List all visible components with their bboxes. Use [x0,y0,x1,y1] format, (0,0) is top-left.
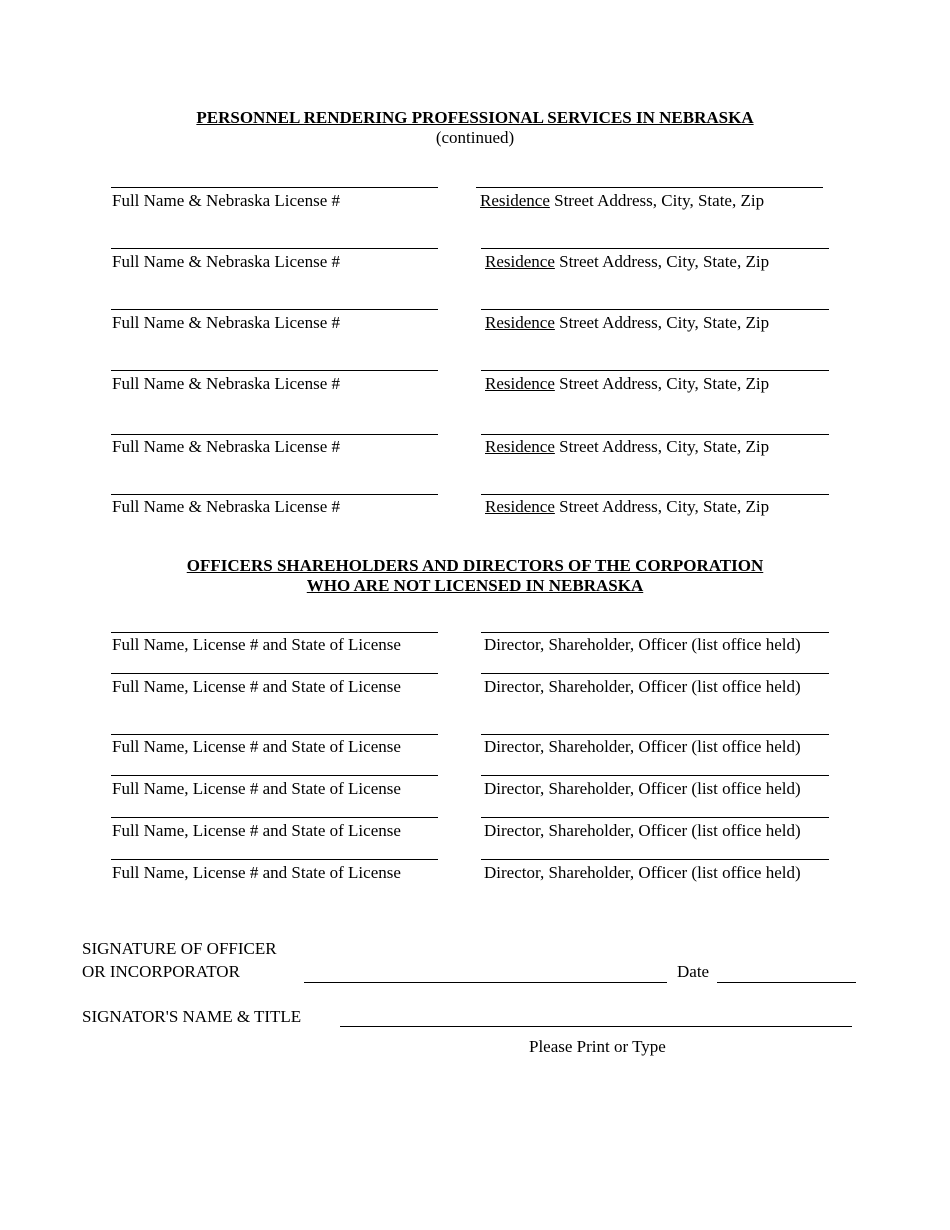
name-license-line[interactable] [111,309,438,310]
office-held-label: Director, Shareholder, Officer (list office held) [484,677,801,696]
address-rest: Street Address, City, State, Zip [554,497,770,516]
office-held-label: Director, Shareholder, Officer (list office held) [484,737,801,756]
name-license-state-label: Full Name, License # and State of License [112,737,401,756]
office-held-line[interactable] [481,673,829,674]
name-license-state-label: Full Name, License # and State of License [112,677,401,696]
residence-address-label [485,437,769,457]
office-held-label: Director, Shareholder, Officer (list office held) [484,863,801,882]
name-license-label: Full Name & Nebraska License # [112,252,341,271]
signature-officer-label-line1: SIGNATURE OF OFFICER [82,939,277,958]
residence-address-line[interactable] [476,187,823,188]
name-license-line[interactable] [111,248,438,249]
residence-address-line[interactable] [481,370,829,371]
residence-word: Residence [480,191,550,210]
name-license-state-label: Full Name, License # and State of License [112,863,401,882]
name-license-state-line[interactable] [111,817,438,818]
residence-address-label [480,191,764,211]
name-license-line[interactable] [111,187,438,188]
name-license-line[interactable] [111,494,438,495]
section2-title-line2: WHO ARE NOT LICENSED IN NEBRASKA [306,576,644,595]
name-license-label: Full Name & Nebraska License # [112,497,341,516]
name-license-label: Full Name & Nebraska License # [112,313,341,332]
residence-word: Residence [485,252,555,271]
residence-word: Residence [485,313,555,332]
name-license-state-line[interactable] [111,673,438,674]
office-held-line[interactable] [481,632,829,633]
signator-name-title-line[interactable] [340,1026,852,1027]
name-license-line[interactable] [111,434,438,435]
residence-word: Residence [485,437,555,456]
residence-address-label [485,374,769,394]
name-license-label: Full Name & Nebraska License # [112,374,341,393]
office-held-label: Director, Shareholder, Officer (list office held) [484,635,801,654]
signator-name-title-label: SIGNATOR'S NAME & TITLE [82,1007,302,1026]
name-license-state-line[interactable] [111,859,438,860]
residence-address-line[interactable] [481,494,829,495]
address-rest: Street Address, City, State, Zip [554,313,770,332]
signature-line[interactable] [304,982,667,983]
residence-address-label [485,252,769,272]
address-rest: Street Address, City, State, Zip [554,374,770,393]
office-held-label: Director, Shareholder, Officer (list office held) [484,779,801,798]
office-held-label: Director, Shareholder, Officer (list office held) [484,821,801,840]
address-rest: Street Address, City, State, Zip [549,191,765,210]
residence-word: Residence [485,497,555,516]
date-label: Date [677,962,710,981]
name-license-label: Full Name & Nebraska License # [112,191,341,210]
section1-subtitle: (continued) [435,128,515,147]
name-license-state-label: Full Name, License # and State of License [112,635,401,654]
office-held-line[interactable] [481,734,829,735]
residence-word: Residence [485,374,555,393]
print-note: Please Print or Type [529,1037,666,1056]
signature-officer-label-line2: OR INCORPORATOR [82,962,240,981]
name-license-state-label: Full Name, License # and State of License [112,821,401,840]
address-rest: Street Address, City, State, Zip [554,437,770,456]
residence-address-label [485,313,769,333]
residence-address-line[interactable] [481,434,829,435]
section1-title: PERSONNEL RENDERING PROFESSIONAL SERVICES IN NEBRASKA [196,108,754,127]
name-license-state-line[interactable] [111,734,438,735]
office-held-line[interactable] [481,859,829,860]
section2-title-line1: OFFICERS SHAREHOLDERS AND DIRECTORS OF THE CORPORATION [186,556,764,575]
residence-address-line[interactable] [481,248,829,249]
name-license-line[interactable] [111,370,438,371]
address-rest: Street Address, City, State, Zip [554,252,770,271]
residence-address-line[interactable] [481,309,829,310]
office-held-line[interactable] [481,817,829,818]
date-line[interactable] [717,982,856,983]
name-license-label: Full Name & Nebraska License # [112,437,341,456]
residence-address-label [485,497,769,517]
name-license-state-line[interactable] [111,632,438,633]
name-license-state-line[interactable] [111,775,438,776]
name-license-state-label: Full Name, License # and State of License [112,779,401,798]
office-held-line[interactable] [481,775,829,776]
